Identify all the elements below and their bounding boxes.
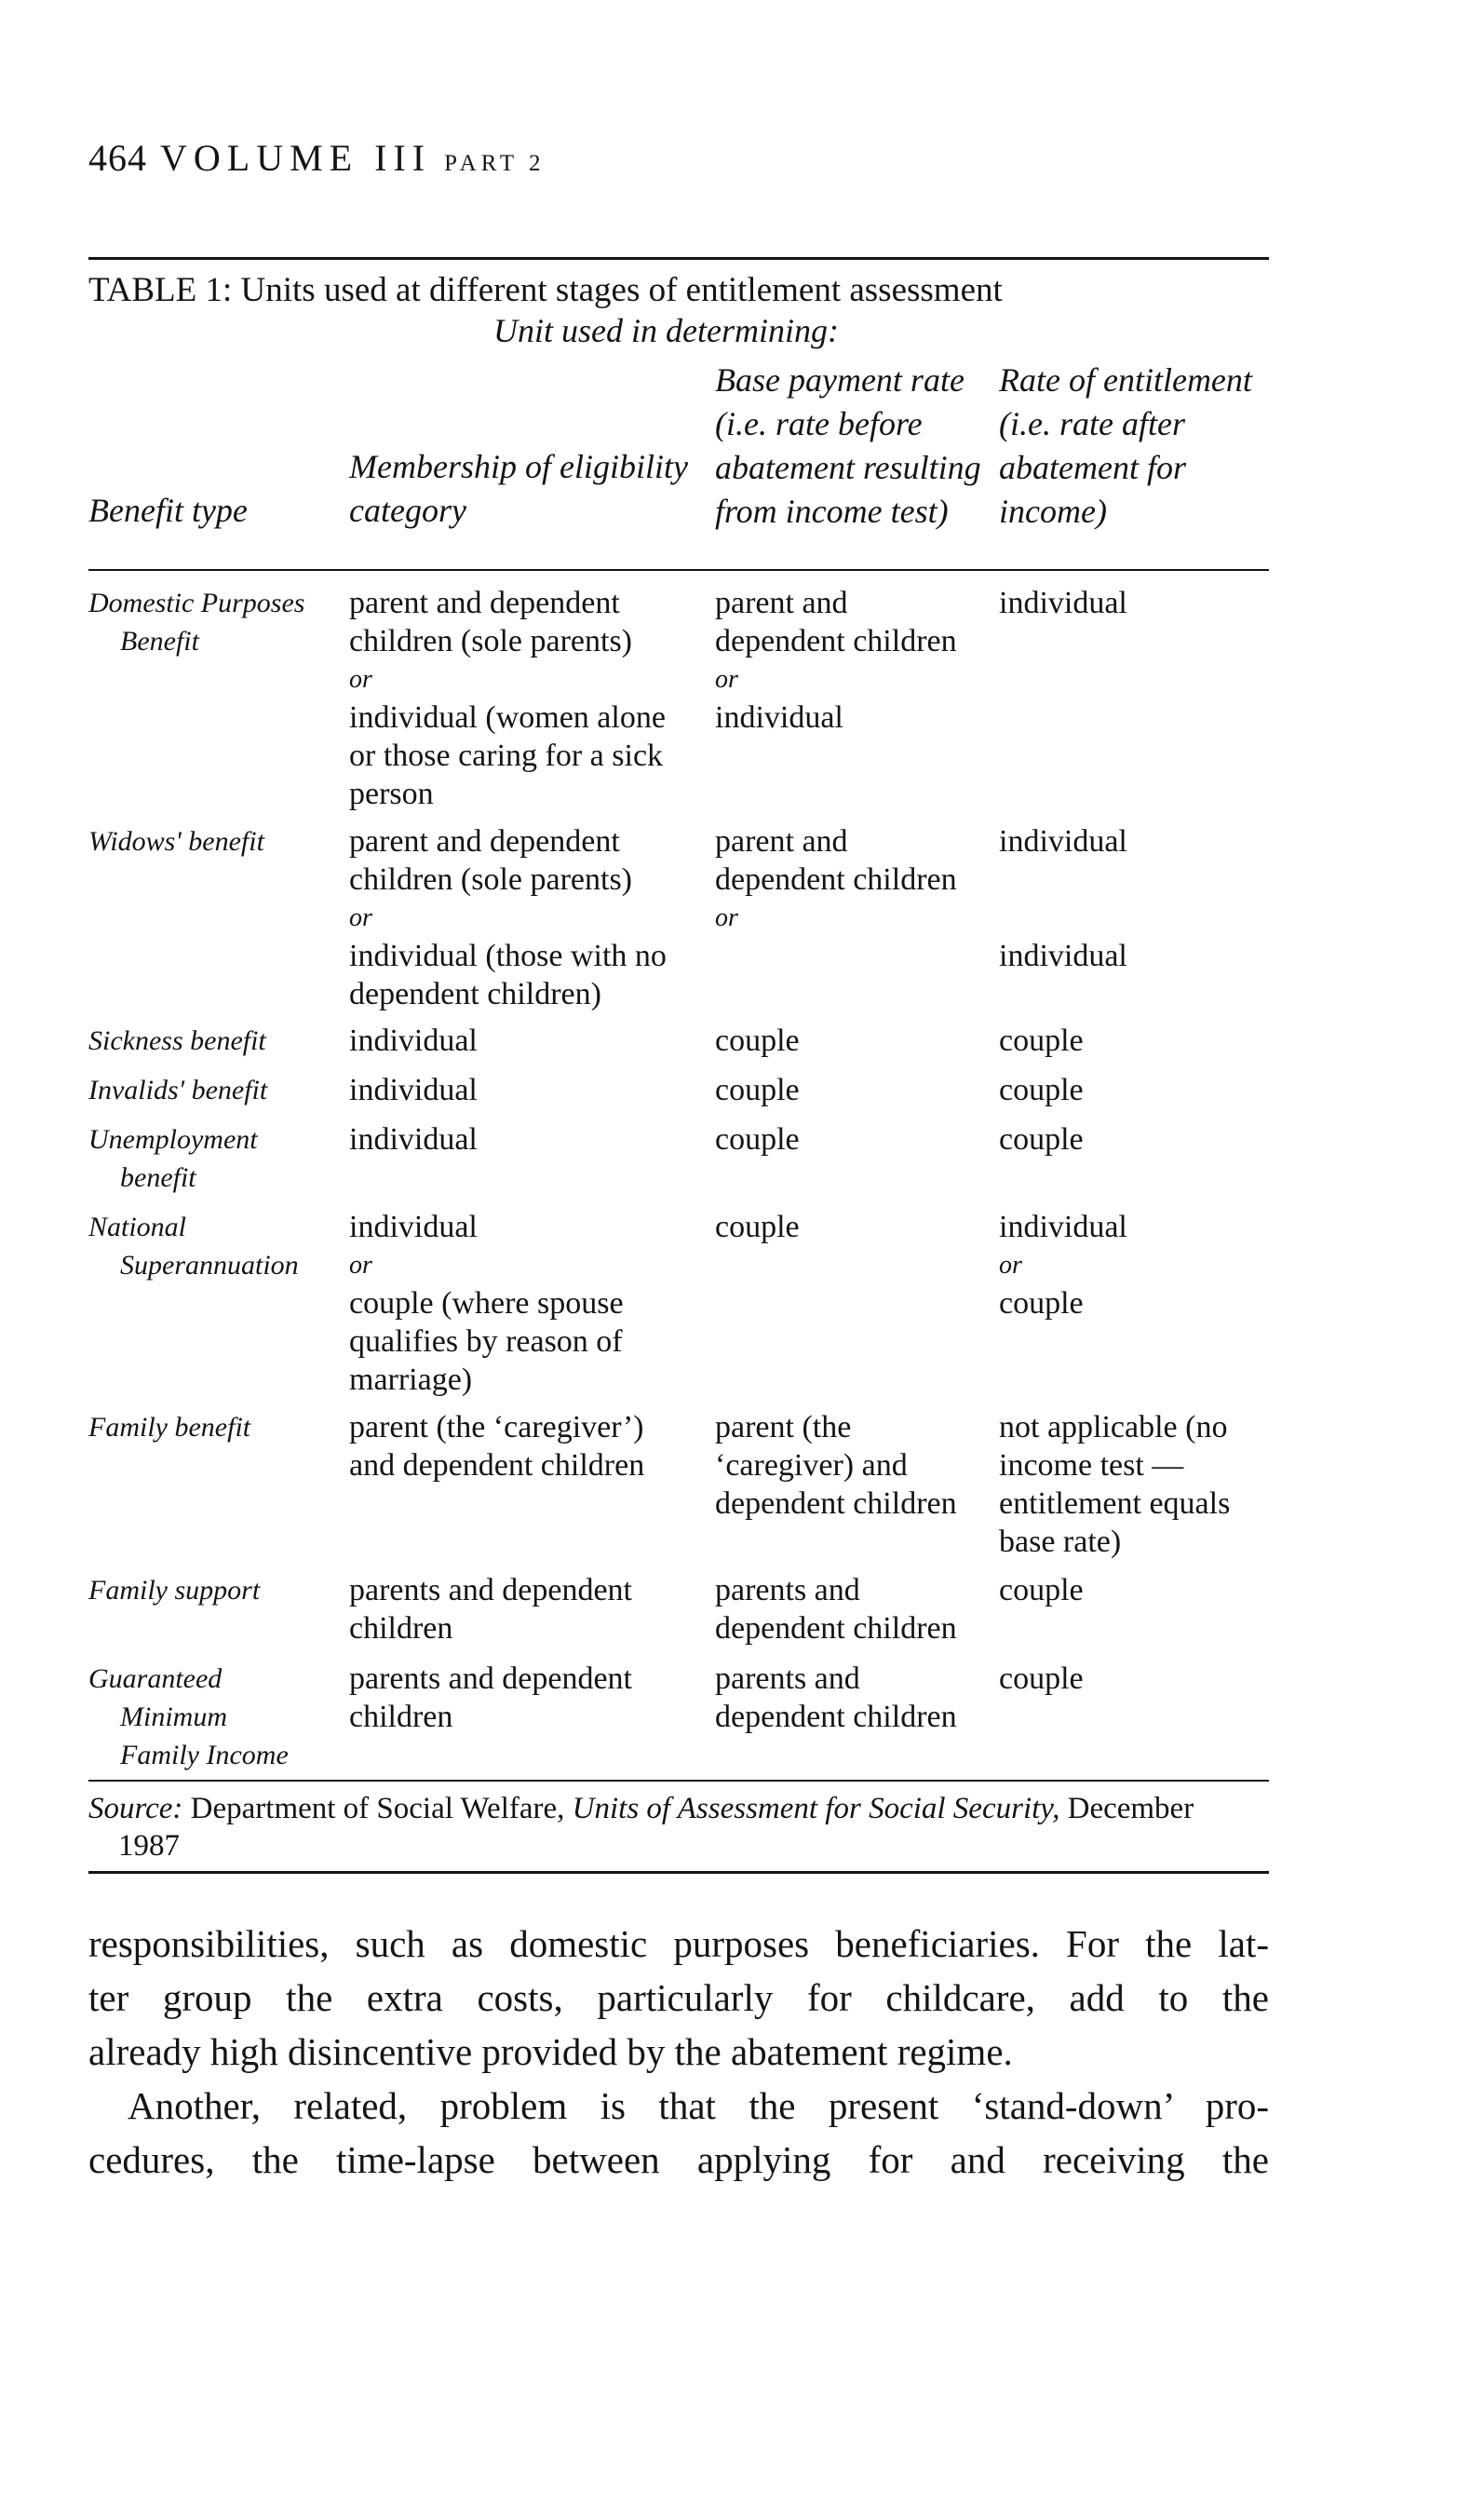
header-entitlement: Rate of entitlement (i.e. rate after abatement for income) [999, 361, 1252, 530]
page-number: 464 [88, 137, 147, 179]
membership-cell: individual [349, 1073, 478, 1107]
entitlement-cell: couple [999, 1024, 1084, 1058]
source-rule [88, 1871, 1269, 1874]
base-rate-cell: couple [715, 1073, 800, 1107]
base-rate-cell: parents and dependent children [715, 1661, 957, 1734]
header-membership: Membership of eligibility category [349, 448, 688, 529]
base-rate-cell: couple [715, 1024, 800, 1058]
running-head [88, 137, 546, 179]
benefit-type: Invalids' benefit [88, 1075, 268, 1105]
entitlement-cell: individual or couple [999, 1210, 1127, 1321]
membership-cell: parent and dependent children (sole parents) or individual (women alone or those caring for a sick person [349, 586, 666, 811]
unit-heading: Unit used in determining: [493, 312, 839, 349]
table-source-note: Source: Department of Social Welfare, Units of Assessment for Social Security, December 1987 [88, 1792, 1194, 1863]
header-rule [88, 569, 1269, 571]
table-top-rule [88, 257, 1269, 260]
entitlement-cell: individual individual [999, 824, 1127, 973]
source-title: Units of Assessment for Social Security, [572, 1792, 1060, 1825]
body-text: responsibilities, such as domestic purposes beneficiaries. For the lat- ter group the extra costs, particularly for childcare, add to the already high disincentive provided by the abatement regime. Another, related, problem is that the present ‘stand-down’ pro- cedures, the time-lapse between applying for and receiving the [88, 1922, 1269, 2181]
membership-cell: parent and dependent children (sole parents) or individual (those with no dependent children) [349, 824, 667, 1011]
volume-label: VOLUME III [160, 137, 432, 179]
entitlement-cell: couple [999, 1122, 1084, 1157]
membership-cell: parent (the ‘caregiver’) and dependent children [349, 1410, 645, 1483]
entitlement-cell: couple [999, 1073, 1084, 1107]
header-base-rate: Base payment rate (i.e. rate before abatement resulting from income test) [715, 361, 981, 530]
base-rate-cell: parents and dependent children [715, 1573, 957, 1646]
membership-cell: parents and dependent children [349, 1661, 632, 1734]
membership-cell: individual [349, 1122, 478, 1157]
entitlement-cell: couple [999, 1573, 1084, 1607]
benefit-type: Widows' benefit [88, 826, 264, 857]
base-rate-cell: parent (the ‘caregiver) and dependent children [715, 1410, 957, 1521]
base-rate-cell: parent and dependent children or [715, 824, 957, 932]
entitlement-cell: individual [999, 586, 1127, 620]
base-rate-cell: couple [715, 1210, 800, 1244]
benefit-type: Guaranteed Minimum Family Income [88, 1663, 289, 1770]
benefit-type: Domestic Purposes Benefit [88, 588, 305, 657]
benefit-type: Sickness benefit [88, 1025, 266, 1056]
base-rate-cell: couple [715, 1122, 800, 1157]
header-benefit-type: Benefit type [88, 492, 248, 529]
membership-cell: parents and dependent children [349, 1573, 632, 1646]
base-rate-cell: parent and dependent children or individual [715, 586, 957, 735]
part-label: PART 2 [444, 151, 546, 176]
table-title: TABLE 1: Units used at different stages of entitlement assessment [88, 271, 1003, 309]
benefit-type: National Superannuation [88, 1212, 299, 1281]
entitlement-cell: not applicable (no income test — entitlement equals base rate) [999, 1410, 1231, 1559]
table-bottom-rule [88, 1780, 1269, 1782]
benefit-type: Unemployment benefit [88, 1124, 258, 1193]
entitlement-cell: couple [999, 1661, 1084, 1696]
membership-cell: individual [349, 1024, 478, 1058]
benefit-type: Family support [88, 1575, 261, 1606]
benefit-type: Family benefit [88, 1412, 251, 1443]
membership-cell: individual or couple (where spouse qualifies by reason of marriage) [349, 1210, 624, 1397]
source-label: Source: [88, 1792, 183, 1825]
